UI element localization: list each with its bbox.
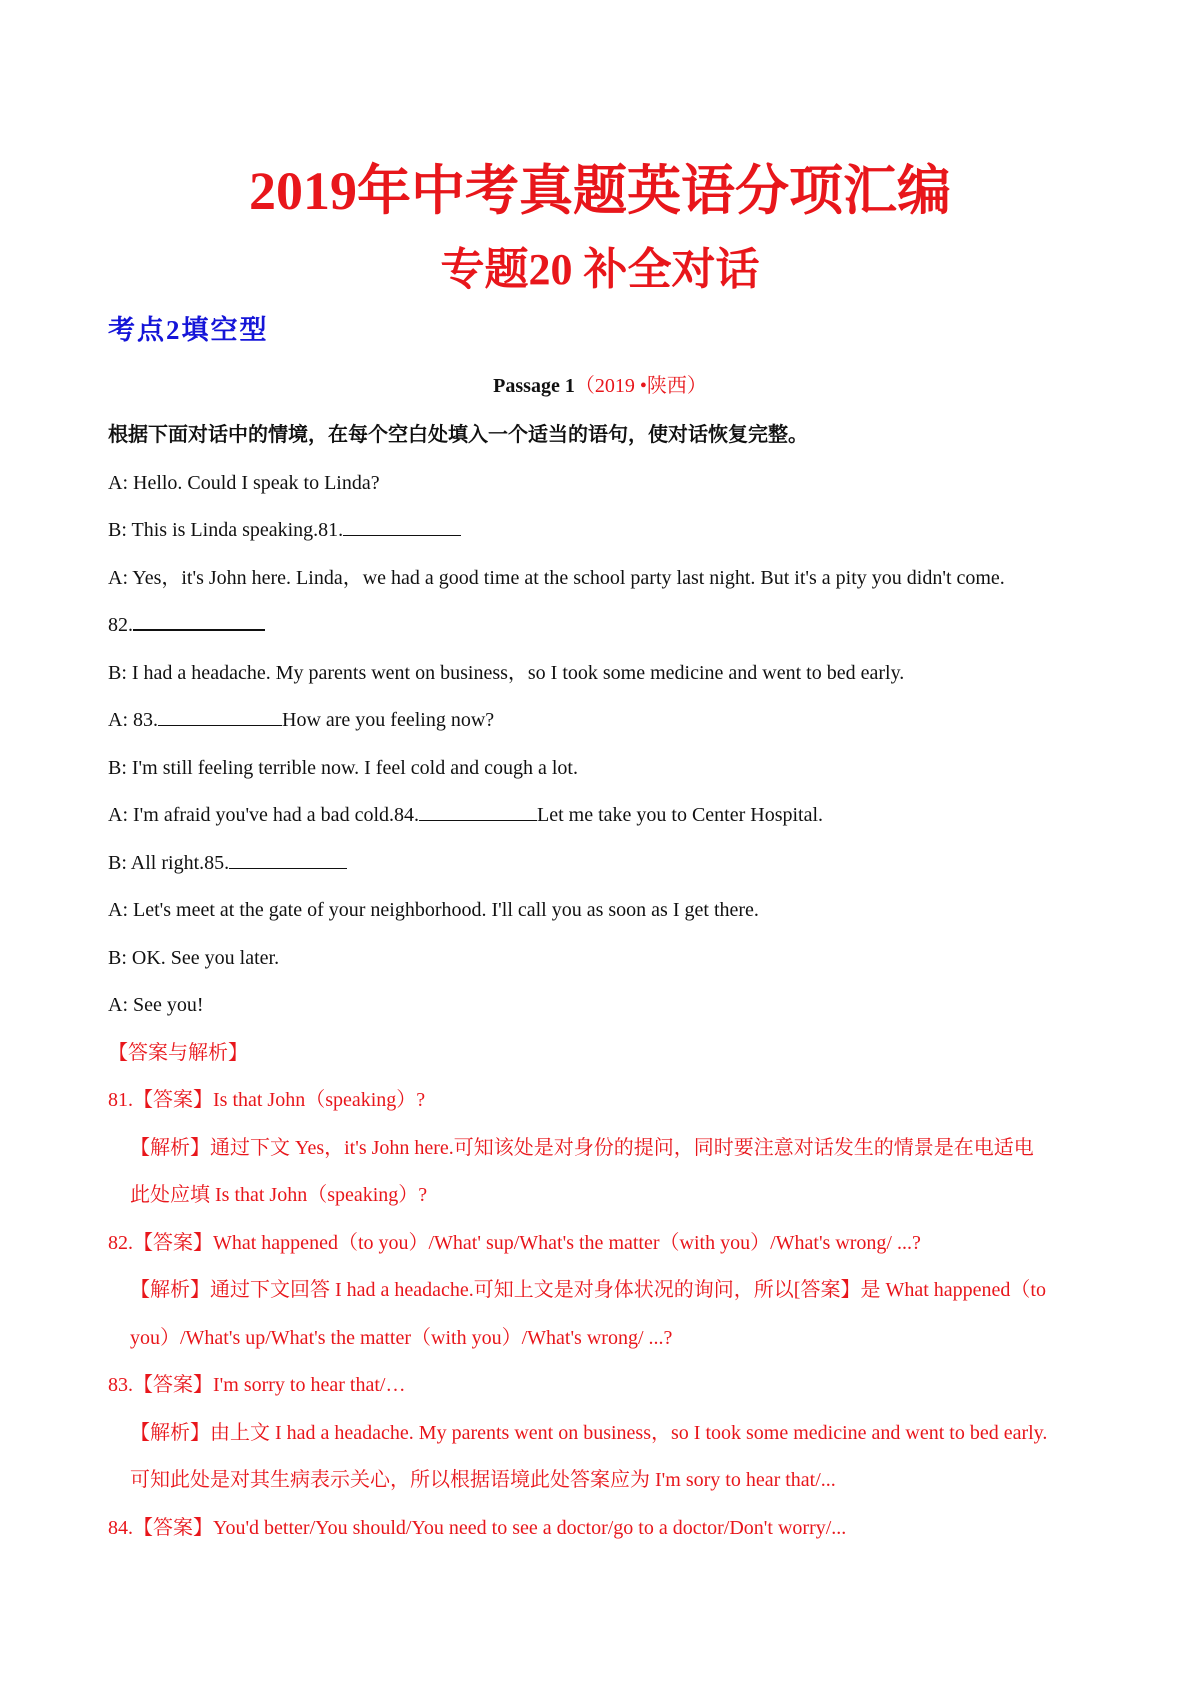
dialogue-line: [108, 849, 347, 877]
dialogue-line: [108, 944, 279, 972]
analysis-line: 【解析】通过下文 Yes，it's John here.可知该处是对身份的提问，同时要注意对话发生的情景是在电适电: [130, 1137, 1034, 1159]
dialogue-text: A: 83.: [108, 709, 158, 731]
dialogue-line: [108, 516, 461, 544]
dialogue-line: [108, 611, 265, 639]
dialogue-text: B: I had a headache. My parents went on business，so I took some medicine and went to bed early.: [108, 662, 905, 684]
dialogue-text: A: See you!: [108, 994, 204, 1016]
passage-name: Passage 1: [493, 375, 575, 397]
dialogue-text: B: OK. See you later.: [108, 947, 280, 969]
dialogue-line: [108, 659, 904, 687]
answer-blank: [158, 707, 282, 726]
dialogue-line: [108, 706, 494, 734]
analysis-line: 【解析】由上文 I had a headache. My parents went on business，so I took some medicine and went to bed early.: [130, 1422, 1048, 1444]
dialogue-line: [108, 564, 1005, 592]
dialogue-line: [108, 754, 578, 782]
dialogue-line: [108, 469, 380, 497]
answer-line: 84.【答案】You'd better/You should/You need to see a doctor/go to a doctor/Don't worry/...: [108, 1517, 847, 1539]
dialogue-text: 82.: [108, 614, 133, 636]
answer-blank: [419, 802, 537, 821]
main-title: 2019年中考真题英语分项汇编: [249, 161, 951, 221]
analysis-line: 此处应填 Is that John（speaking）?: [130, 1184, 428, 1206]
passage-heading: [0, 372, 1200, 400]
passage-source: （2019 •陕西）: [574, 375, 707, 397]
answer-blank: [133, 611, 265, 631]
analysis-line: 可知此处是对其生病表示关心，所以根据语境此处答案应为 I'm sory to hear that/...: [130, 1469, 836, 1491]
dialogue-text: Let me take you to Center Hospital.: [537, 804, 824, 826]
dialogue-line: [108, 991, 204, 1019]
sub-title: 专题20 补全对话: [440, 245, 760, 294]
dialogue-line: [108, 896, 759, 924]
answer-blank: [343, 517, 461, 536]
analysis-line: 【解析】通过下文回答 I had a headache.可知上文是对身体状况的询问，所以[答案】是 What happened（to: [130, 1279, 1046, 1301]
dialogue-text: A: Yes，it's John here. Linda，we had a good time at the school party last night. But it's a pity you didn't come.: [108, 567, 1005, 589]
answers-heading: 【答案与解析】: [108, 1042, 248, 1064]
answer-blank: [229, 850, 347, 869]
dialogue-text: A: I'm afraid you've had a bad cold.84.: [108, 804, 419, 826]
dialogue-text: B: I'm still feeling terrible now. I feel cold and cough a lot.: [108, 757, 578, 779]
section-heading: 考点2填空型: [108, 315, 269, 345]
answer-line: 81.【答案】Is that John（speaking）?: [108, 1089, 426, 1111]
answer-line: 82.【答案】What happened（to you）/What' sup/What's the matter（with you）/What's wrong/ ...?: [108, 1232, 921, 1254]
analysis-line: you）/What's up/What's the matter（with you）/What's wrong/ ...?: [130, 1327, 673, 1349]
dialogue-text: B: This is Linda speaking.81.: [108, 519, 344, 541]
dialogue-text: A: Hello. Could I speak to Linda?: [108, 472, 380, 494]
instruction-text: 根据下面对话中的情境，在每个空白处填入一个适当的语句，使对话恢复完整。: [108, 424, 808, 446]
answer-line: 83.【答案】I'm sorry to hear that/…: [108, 1374, 406, 1396]
dialogue-text: How are you feeling now?: [282, 709, 495, 731]
dialogue-text: A: Let's meet at the gate of your neighborhood. I'll call you as soon as I get there.: [108, 899, 759, 921]
dialogue-line: [108, 801, 823, 829]
dialogue-text: B: All right.85.: [108, 852, 230, 874]
